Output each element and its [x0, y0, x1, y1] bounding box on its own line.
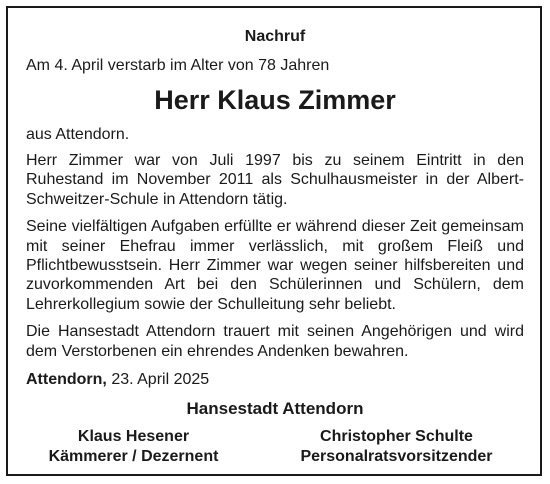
signer-role: Kämmerer / Dezernent	[48, 448, 219, 466]
signer-left	[26, 427, 241, 467]
hometown-line: aus Attendorn.	[26, 126, 130, 143]
date: 23. April 2025	[111, 371, 210, 389]
signer-right	[269, 427, 524, 467]
organization-name: Hansestadt Attendorn	[186, 399, 364, 419]
obituary-content	[26, 28, 524, 467]
obituary-heading: Nachruf	[244, 28, 306, 45]
signer-name: Klaus Hesener	[77, 428, 190, 446]
signer-role: Personalratsvorsitzender	[300, 448, 493, 466]
place: Attendorn,	[26, 371, 107, 389]
paragraph-tribute: Seine vielfältigen Aufgaben erfüllte er während dieser Zeit gemeinsam mit seiner Ehefrau immer verlässlich, mit großem Fleiß und Pflichtbewusstsein. Herr Zimmer war wegen seiner hilfsbereiten und zuvorkommenden Art bei den Schülerinnen und Schülern, dem Lehrerkollegium sowie der Schulleitung sehr beliebt.	[26, 218, 524, 313]
intro-line: Am 4. April verstarb im Alter von 78 Jahren	[26, 57, 330, 74]
signers	[26, 427, 524, 467]
deceased-name: Herr Klaus Zimmer	[154, 85, 396, 115]
obituary-frame	[6, 6, 542, 476]
paragraph-career: Herr Zimmer war von Juli 1997 bis zu seinem Eintritt in den Ruhestand im November 2011 als Schulhausmeister in der Albert-Schweitzer-Schule in Attendorn tätig.	[26, 152, 524, 208]
paragraph-condolence: Die Hansestadt Attendorn trauert mit seinen Angehörigen und wird dem Verstorbenen ein ehrendes Andenken bewahren.	[26, 323, 524, 360]
signer-name: Christopher Schulte	[320, 428, 473, 446]
place-date-line	[26, 370, 524, 389]
